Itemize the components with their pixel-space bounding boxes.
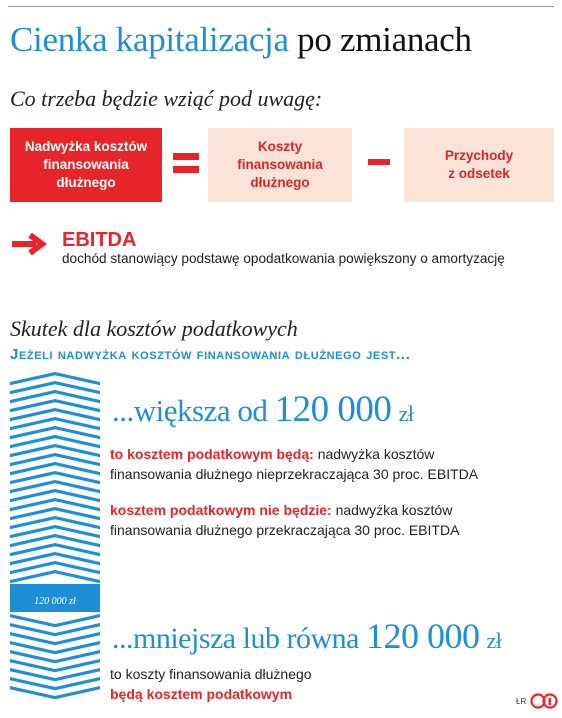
p1-bold: to kosztem podatkowym będą: (110, 446, 314, 462)
case-above-number: 120 000 (274, 389, 392, 430)
case-above-unit: zł (398, 401, 414, 426)
case-below-paragraph (110, 664, 312, 704)
ebitda-label: EBITDA (62, 229, 137, 251)
section-title: Skutek dla kosztów podatkowych (10, 316, 298, 341)
subtitle: Co trzeba będzie wziąć pod uwagę: (10, 86, 323, 111)
case-below-unit: zł (486, 628, 502, 653)
p2-line1: nadwyżka kosztów (331, 502, 453, 518)
box3-line2: z odsetek (448, 166, 510, 181)
case-above-prefix: ...większa od (112, 393, 268, 428)
case-below-line2: będą kosztem podatkowym (110, 686, 293, 702)
title-dark-part: po zmianach (297, 20, 472, 59)
threshold-label: 120 000 zł (34, 596, 76, 607)
case-below-line1: to koszty finansowania dłużnego (110, 666, 312, 682)
chevron-stripe (10, 614, 100, 627)
box3-line1: Przychody (444, 148, 514, 163)
formula-box-excess-costs (10, 128, 162, 202)
ebitda-description: dochód stanowiący podstawę opodatkowania powiększony o amortyzację (62, 251, 505, 266)
box1-line1: Nadwyżka kosztów (24, 139, 148, 154)
box2-line2: finansowania (237, 157, 323, 172)
box1-line2: finansowania (43, 157, 129, 172)
box2-line3: dłużnego (250, 175, 310, 190)
title-blue-part: Cienka kapitalizacja (10, 20, 289, 59)
page-title (10, 20, 472, 60)
minus-icon (368, 152, 390, 172)
top-rule (8, 6, 554, 7)
p2-bold: kosztem podatkowym nie będzie: (110, 502, 332, 518)
case-above-paragraph-2 (110, 500, 459, 540)
box2-line1: Koszty (257, 139, 303, 154)
author-credit: ŁR (516, 697, 527, 706)
p1-line2: finansowania dłużnego nieprzekraczająca 30 proc. EBITDA (110, 466, 479, 482)
case-below-number: 120 000 (365, 616, 480, 656)
box1-line3: dłużnego (56, 175, 116, 190)
case-below-heading (112, 615, 501, 657)
formula-box-interest-income (404, 128, 554, 202)
chevron-stack-graphic (10, 372, 100, 706)
case-above-paragraph-1 (110, 444, 478, 484)
chevron-stripe (10, 570, 100, 583)
case-below-prefix: ...mniejsza lub równa (112, 622, 359, 655)
equals-icon (171, 148, 201, 178)
case-above-heading (112, 388, 413, 431)
arrow-right-icon (12, 233, 48, 255)
p2-line2: finansowania dłużnego przekraczająca 30 proc. EBITDA (110, 522, 460, 538)
publisher-logo (530, 693, 558, 709)
condition-header: Jeżeli nadwyżka kosztów finansowania dłużnego jest... (10, 346, 411, 363)
p1-line1: nadwyżka kosztów (313, 446, 435, 462)
formula-box-financing-costs (208, 128, 352, 202)
